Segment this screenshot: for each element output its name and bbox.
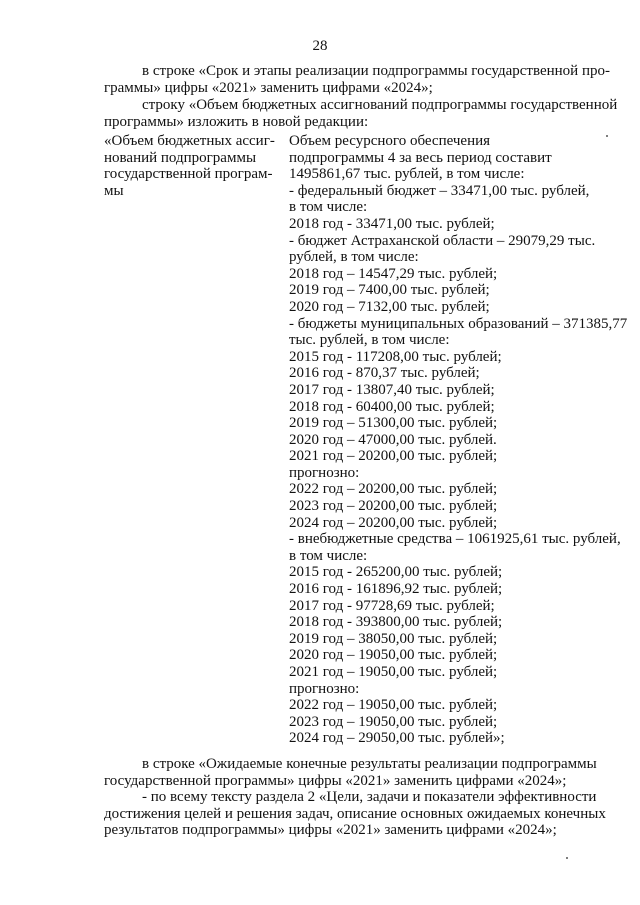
funding-line: 2018 год - 393800,00 тыс. рублей; xyxy=(289,614,503,631)
funding-line: 2019 год – 51300,00 тыс. рублей; xyxy=(289,415,498,432)
table-right-cell xyxy=(289,133,628,747)
funding-line: 2024 год – 29050,00 тыс. рублей»; xyxy=(289,730,505,747)
funding-line: 2019 год – 7400,00 тыс. рублей; xyxy=(289,282,490,299)
paragraph-line: строку «Объем бюджетных ассигнований подпрограммы государственной xyxy=(142,97,618,113)
funding-line: рублей, в том числе: xyxy=(289,249,419,266)
funding-line: 2020 год – 19050,00 тыс. рублей; xyxy=(289,647,498,664)
paragraph-line: программы» изложить в новой редакции: xyxy=(104,113,369,130)
funding-line: 2015 год - 117208,00 тыс. рублей; xyxy=(289,348,502,365)
paragraph-budget-intro xyxy=(104,97,618,130)
funding-line: 1495861,67 тыс. рублей, в том числе: xyxy=(289,166,525,183)
funding-line: прогнозно: xyxy=(289,680,360,697)
paragraph-term-stages xyxy=(104,63,610,96)
funding-line: тыс. рублей, в том числе: xyxy=(289,332,450,349)
funding-line: в том числе: xyxy=(289,547,368,564)
paragraph-line: граммы» цифры «2021» заменить цифрами «2024»; xyxy=(104,79,433,96)
funding-line: 2019 год – 38050,00 тыс. рублей; xyxy=(289,630,498,647)
paragraph-line: достижения целей и решения задач, описание основных ожидаемых конечных xyxy=(104,805,606,822)
funding-line: 2023 год – 19050,00 тыс. рублей; xyxy=(289,713,498,730)
paragraph-section-2 xyxy=(104,789,610,839)
paragraph-line: в строке «Ожидаемые конечные результаты реализации подпрограммы xyxy=(142,756,597,772)
paragraph-line: результатов подпрограммы» цифры «2021» заменить цифрами «2024»; xyxy=(104,822,557,838)
paragraph-expected-results xyxy=(104,756,610,789)
table-left-line: государственной програм- xyxy=(104,166,273,183)
funding-line: 2015 год - 265200,00 тыс. рублей; xyxy=(289,564,503,581)
funding-line: 2021 год – 19050,00 тыс. рублей; xyxy=(289,664,498,680)
funding-line: 2024 год – 20200,00 тыс. рублей; xyxy=(289,514,498,531)
table-left-line: мы xyxy=(104,182,124,199)
scan-speck xyxy=(606,135,608,137)
funding-line: 2018 год - 60400,00 тыс. рублей; xyxy=(289,398,495,415)
paragraph-line: - по всему тексту раздела 2 «Цели, задачи и показатели эффективности xyxy=(142,789,597,805)
funding-line: - бюджеты муниципальных образований – 371385,77 xyxy=(289,315,628,332)
table-left-line: нований подпрограммы xyxy=(104,149,257,166)
funding-line: прогнозно: xyxy=(289,464,360,481)
table-left-line: «Объем бюджетных ассиг- xyxy=(104,133,275,149)
funding-line: 2018 год – 14547,29 тыс. рублей; xyxy=(289,265,498,282)
scan-speck xyxy=(566,857,568,859)
funding-line: 2022 год – 19050,00 тыс. рублей; xyxy=(289,697,498,714)
funding-line: - бюджет Астраханской области – 29079,29 тыс. xyxy=(289,232,596,249)
funding-line: подпрограммы 4 за весь период составит xyxy=(289,149,552,166)
funding-line: - федеральный бюджет – 33471,00 тыс. рублей, xyxy=(289,182,590,199)
funding-line: 2023 год – 20200,00 тыс. рублей; xyxy=(289,498,498,515)
funding-line: 2018 год - 33471,00 тыс. рублей; xyxy=(289,215,495,232)
funding-line: - внебюджетные средства – 1061925,61 тыс. рублей, xyxy=(289,531,621,548)
funding-line: в том числе: xyxy=(289,199,368,216)
funding-line: 2016 год - 161896,92 тыс. рублей; xyxy=(289,581,503,598)
funding-line: 2017 год - 13807,40 тыс. рублей; xyxy=(289,381,495,398)
funding-line: 2021 год – 20200,00 тыс. рублей; xyxy=(289,448,498,465)
funding-line: Объем ресурсного обеспечения xyxy=(289,133,491,149)
page-number: 28 xyxy=(312,38,328,54)
paragraph-line: в строке «Срок и этапы реализации подпрограммы государственной про- xyxy=(142,63,610,79)
funding-line: 2020 год – 7132,00 тыс. рублей; xyxy=(289,298,490,315)
paragraph-line: государственной программы» цифры «2021» заменить цифрами «2024»; xyxy=(104,772,567,789)
funding-line: 2020 год – 47000,00 тыс. рублей. xyxy=(289,431,497,448)
funding-line: 2022 год – 20200,00 тыс. рублей; xyxy=(289,481,498,498)
funding-line: 2016 год - 870,37 тыс. рублей; xyxy=(289,365,480,382)
funding-line: 2017 год - 97728,69 тыс. рублей; xyxy=(289,597,495,614)
table-left-cell xyxy=(104,133,284,199)
